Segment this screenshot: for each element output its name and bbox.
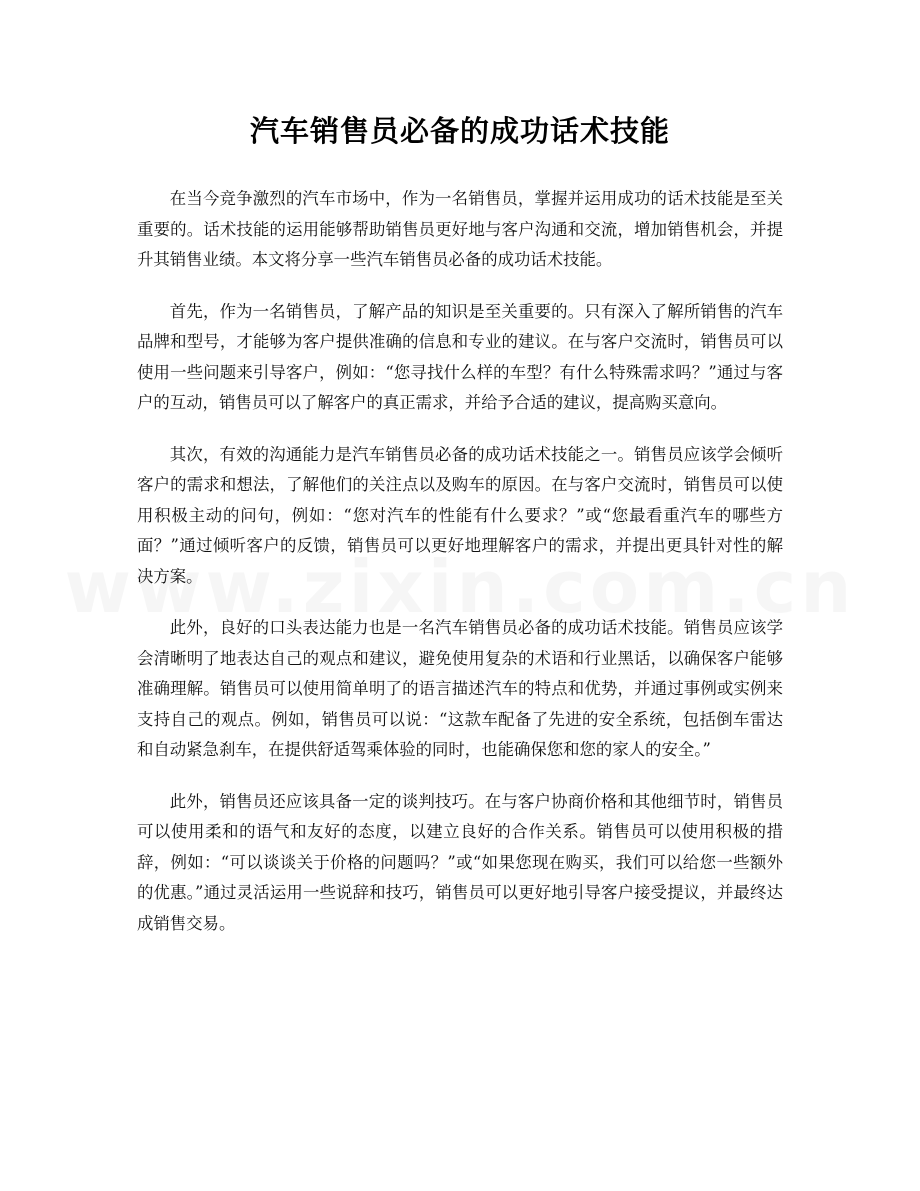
paragraph-negotiation: 此外，销售员还应该具备一定的谈判技巧。在与客户协商价格和其他细节时，销售员可以使用柔和的语气和友好的态度，以建立良好的合作关系。销售员可以使用积极的措辞，例如：“可以谈谈关于价格的问题吗？”或“如果您现在购买，我们可以给您一些额外的优惠。”通过灵活运用一些说辞和技巧，销售员可以更好地引导客户接受提议，并最终达成销售交易。 bbox=[137, 791, 783, 933]
paragraph-verbal-expression: 此外，良好的口头表达能力也是一名汽车销售员必备的成功话术技能。销售员应该学会清晰明了地表达自己的观点和建议，避免使用复杂的术语和行业黑话，以确保客户能够准确理解。销售员可以使用简单明了的语言描述汽车的特点和优势，并通过事例或实例来支持自己的观点。例如，销售员可以说：“这款车配备了先进的安全系统，包括倒车雷达和自动紧急刹车，在提供舒适驾乘体验的同时，也能确保您和您的家人的安全。” bbox=[137, 618, 783, 759]
paragraph-intro: 在当今竞争激烈的汽车市场中，作为一名销售员，掌握并运用成功的话术技能是至关重要的。话术技能的运用能够帮助销售员更好地与客户沟通和交流，增加销售机会，并提升其销售业绩。本文将分享一些汽车销售员必备的成功话术技能。 bbox=[137, 189, 783, 269]
paragraph-communication: 其次，有效的沟通能力是汽车销售员必备的成功话术技能之一。销售员应该学会倾听客户的需求和想法，了解他们的关注点以及购车的原因。在与客户交流时，销售员可以使用积极主动的问句，例如：“您对汽车的性能有什么要求？”或“您最看重汽车的哪些方面？”通过倾听客户的反馈，销售员可以更好地理解客户的需求，并提出更具针对性的解决方案。 bbox=[137, 444, 783, 586]
paragraph-product-knowledge: 首先，作为一名销售员，了解产品的知识是至关重要的。只有深入了解所销售的汽车品牌和型号，才能够为客户提供准确的信息和专业的建议。在与客户交流时，销售员可以使用一些问题来引导客户，例如：“您寻找什么样的车型？有什么特殊需求吗？”通过与客户的互动，销售员可以了解客户的真正需求，并给予合适的建议，提高购买意向。 bbox=[137, 301, 783, 412]
document-body bbox=[137, 184, 783, 939]
document-title: 汽车销售员必备的成功话术技能 bbox=[249, 114, 670, 148]
